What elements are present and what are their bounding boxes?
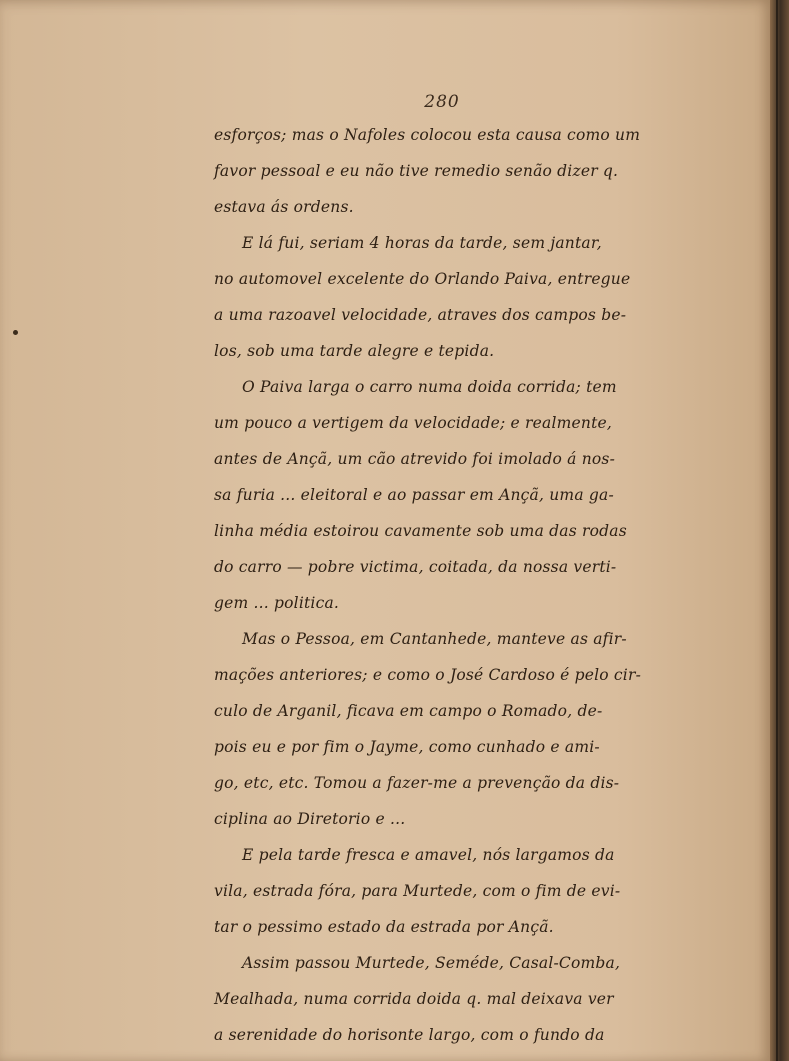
text-line: O Paiva larga o carro numa doida corrida; tem [242,378,617,396]
text-line: culo de Arganil, ficava em campo o Romado, de- [214,702,603,720]
text-line: a uma razoavel velocidade, atraves dos campos be- [214,306,627,324]
text-line: estava ás ordens. [214,198,354,216]
text-line: pois eu e por fim o Jayme, como cunhado e ami- [214,738,600,756]
text-line: favor pessoal e eu não tive remedio senão dizer q. [214,162,619,180]
page-number: 280 [424,92,460,112]
text-line: do carro — pobre victima, coitada, da nossa verti- [214,558,617,576]
text-line: mações anteriores; e como o José Cardoso é pelo cir- [214,666,642,684]
text-line: gem ... politica. [214,594,340,612]
text-line: sa furia ... eleitoral e ao passar em Ançã, uma ga- [214,486,614,504]
text-line: antes de Ançã, um cão atrevido foi imolado á nos- [214,450,616,468]
text-line: tar o pessimo estado da estrada por Ançã. [214,918,554,936]
text-line: Mealhada, numa corrida doida q. mal deixava ver [214,990,614,1008]
text-line: Assim passou Murtede, Seméde, Casal-Comba, [242,954,621,972]
text-line: los, sob uma tarde alegre e tepida. [214,342,495,360]
text-line: a serenidade do horisonte largo, com o fundo da [214,1026,605,1044]
text-line: E pela tarde fresca e amavel, nós largamos da [242,846,615,864]
text-line: Mas o Pessoa, em Cantanhede, manteve as afir- [242,630,627,648]
binding-edge [770,0,789,1061]
text-line: esforços; mas o Nafoles colocou esta causa como um [214,126,641,144]
text-line: E lá fui, seriam 4 horas da tarde, sem jantar, [242,234,602,252]
text-line: linha média estoirou cavamente sob uma das rodas [214,522,627,540]
text-line: vila, estrada fóra, para Murtede, com o fim de evi- [214,882,621,900]
text-line: um pouco a vertigem da velocidade; e realmente, [214,414,613,432]
text-line: go, etc, etc. Tomou a fazer-me a prevenção da dis- [214,774,620,792]
text-line: no automovel excelente do Orlando Paiva, entregue [214,270,631,288]
text-line: ciplina ao Diretorio e ... [214,810,406,828]
